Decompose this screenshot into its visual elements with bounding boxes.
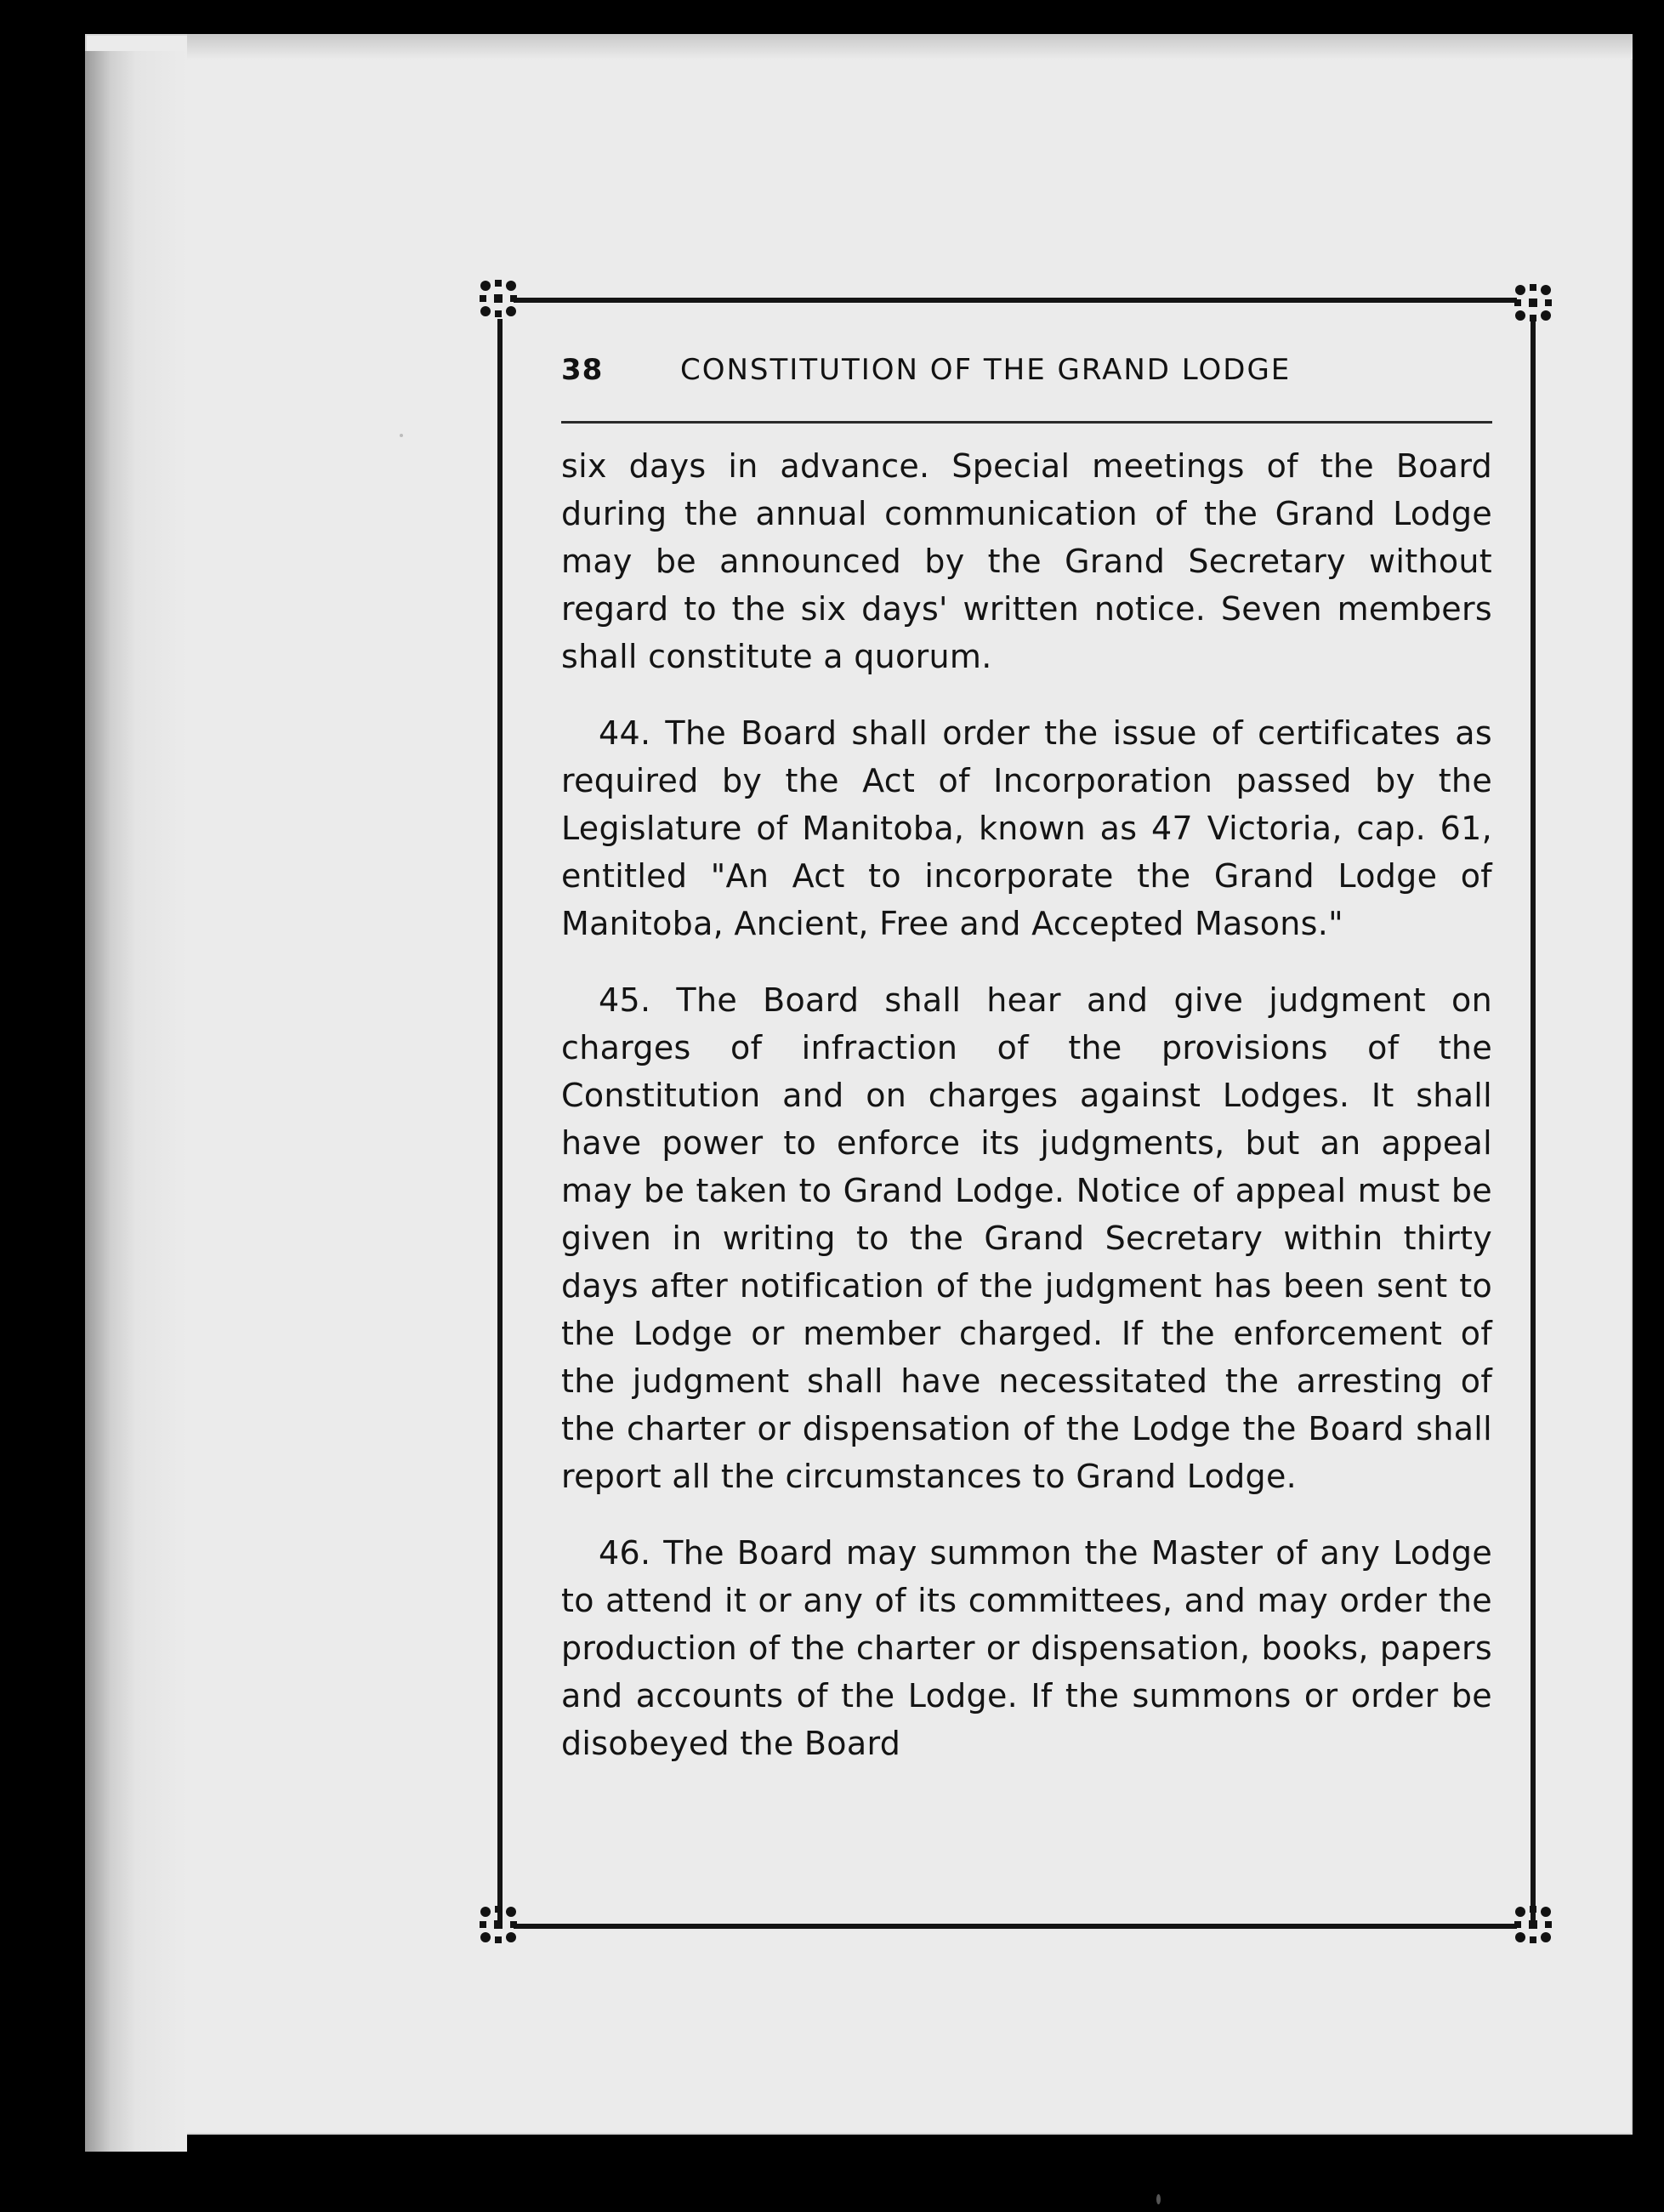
frame-rule-left: [497, 319, 503, 1922]
frame-rule-right: [1531, 319, 1536, 1922]
scan-border-right: [1633, 34, 1664, 2211]
paragraph-section-44: 44. The Board shall order the issue of certificates as required by the Act of Incorporation passed by the Legislature of Manitoba, known as 47 Victoria, cap. 61, entitled "An Act to incorporate the Grand Lodge of Manitoba, Ancient, Free and Accepted Masons.": [561, 714, 1492, 942]
decorative-frame: [476, 276, 1552, 1943]
fleuron-icon: [1511, 281, 1555, 325]
frame-rule-top: [514, 298, 1517, 303]
running-header: [561, 353, 1492, 404]
fleuron-icon: [1511, 1902, 1555, 1947]
paragraph-continuation: six days in advance. Special meetings of the Board during the annual communication of the Grand Lodge may be announced by the Grand Secretary without regard to the six days' written notice. Seven members shall constitute a quorum.: [561, 447, 1492, 675]
paragraph-section-45: 45. The Board shall hear and give judgment on charges of infraction of the provisions of the Constitution and on charges against Lodges. It shall have power to enforce its judgments, but an appeal may be taken to Grand Lodge. Notice of appeal must be given in writing to the Grand Secretary within thirty days after notification of the judgment has been sent to the Lodge or member charged. If the enforcement of the judgment shall have necessitated the arresting of the charter or dispensation of the Lodge the Board shall report all the circumstances to Grand Lodge.: [561, 981, 1492, 1495]
scan-speck: [1156, 2194, 1161, 2204]
header-rule: [561, 421, 1492, 424]
paragraph-section-46: 46. The Board may summon the Master of any Lodge to attend it or any of its committees, and may order the production of the charter or dispensation, books, papers and accounts of the Lodge. If the summons or order be disobeyed the Board: [561, 1534, 1492, 1762]
fleuron-icon: [476, 276, 520, 321]
frame-rule-bottom: [514, 1924, 1517, 1929]
page-body: [561, 442, 1492, 1796]
page-edge-shadow-left: [85, 51, 187, 2152]
page-number: 38: [561, 353, 604, 387]
page-edge-shadow-top: [187, 34, 1633, 60]
running-title: CONSTITUTION OF THE GRAND LODGE: [680, 353, 1292, 387]
scan-speck: [400, 434, 403, 437]
fleuron-icon: [476, 1902, 520, 1947]
